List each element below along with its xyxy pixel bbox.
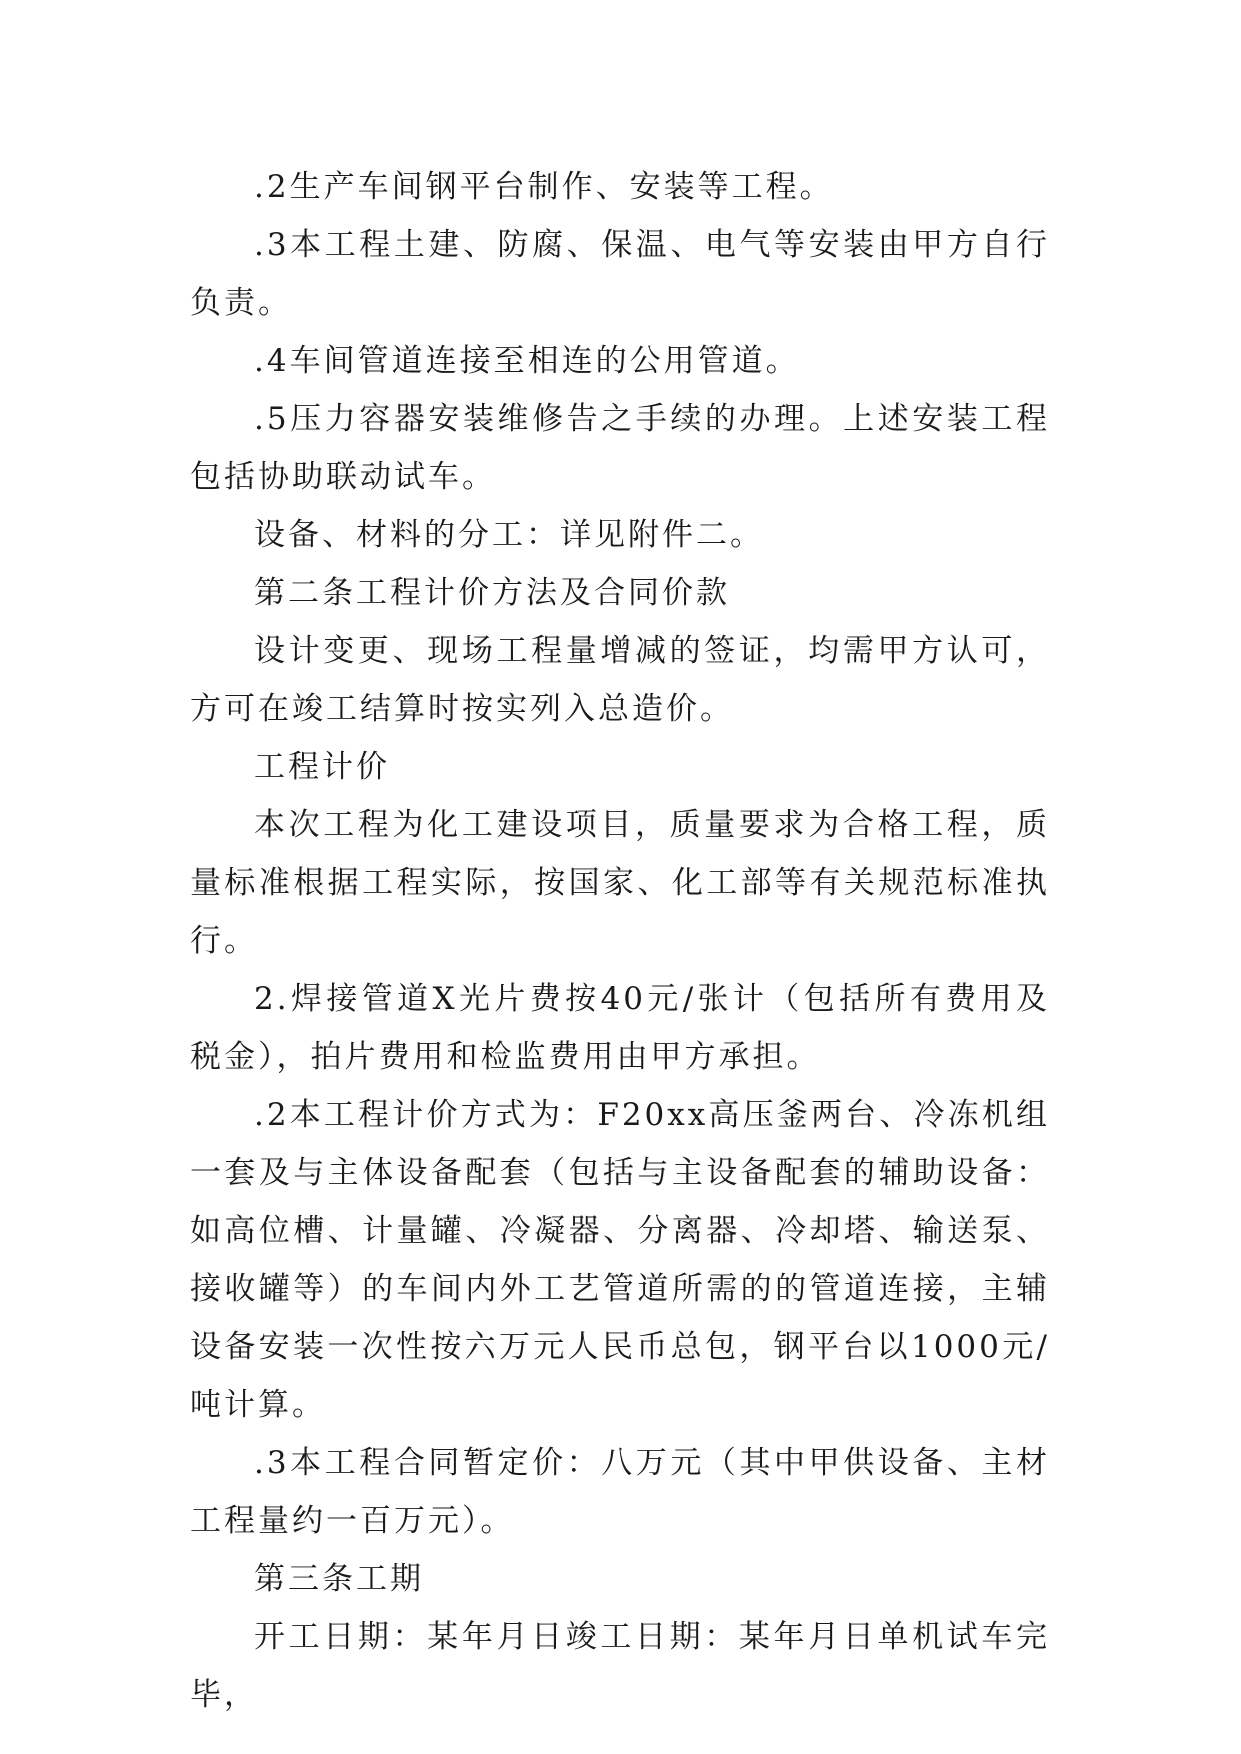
paragraph: .3本工程土建、防腐、保温、电气等安装由甲方自行负责。 xyxy=(190,227,1050,321)
paragraph: 2.焊接管道X光片费按40元/张计（包括所有费用及税金），拍片费用和检监费用由甲方承担。 xyxy=(190,981,1050,1075)
paragraph: 开工日期：某年月日竣工日期：某年月日单机试车完毕， xyxy=(190,1619,1050,1713)
document-body xyxy=(190,158,1050,1724)
paragraph: .2生产车间钢平台制作、安装等工程。 xyxy=(254,169,834,205)
paragraph: 设备、材料的分工：详见附件二。 xyxy=(254,517,764,553)
section-heading: 工程计价 xyxy=(254,749,390,785)
paragraph: .2本工程计价方式为：F20xx高压釜两台、冷冻机组一套及与主体设备配套（包括与主设备配套的辅助设备：如高位槽、计量罐、冷凝器、分离器、冷却塔、输送泵、接收罐等）的车间内外工艺管道所需的的管道连接，主辅设备安装一次性按六万元人民币总包，钢平台以1000元/吨计算。 xyxy=(190,1097,1050,1423)
paragraph: .3本工程合同暂定价：八万元（其中甲供设备、主材工程量约一百万元）。 xyxy=(190,1445,1050,1539)
section-heading: 第三条工期 xyxy=(254,1561,424,1597)
section-heading: 第二条工程计价方法及合同价款 xyxy=(254,575,730,611)
paragraph: 设计变更、现场工程量增减的签证，均需甲方认可，方可在竣工结算时按实列入总造价。 xyxy=(190,633,1050,727)
paragraph: .5压力容器安装维修告之手续的办理。上述安装工程包括协助联动试车。 xyxy=(190,401,1050,495)
paragraph: 本次工程为化工建设项目，质量要求为合格工程，质量标准根据工程实际，按国家、化工部等有关规范标准执行。 xyxy=(190,807,1050,959)
paragraph: .4车间管道连接至相连的公用管道。 xyxy=(254,343,800,379)
